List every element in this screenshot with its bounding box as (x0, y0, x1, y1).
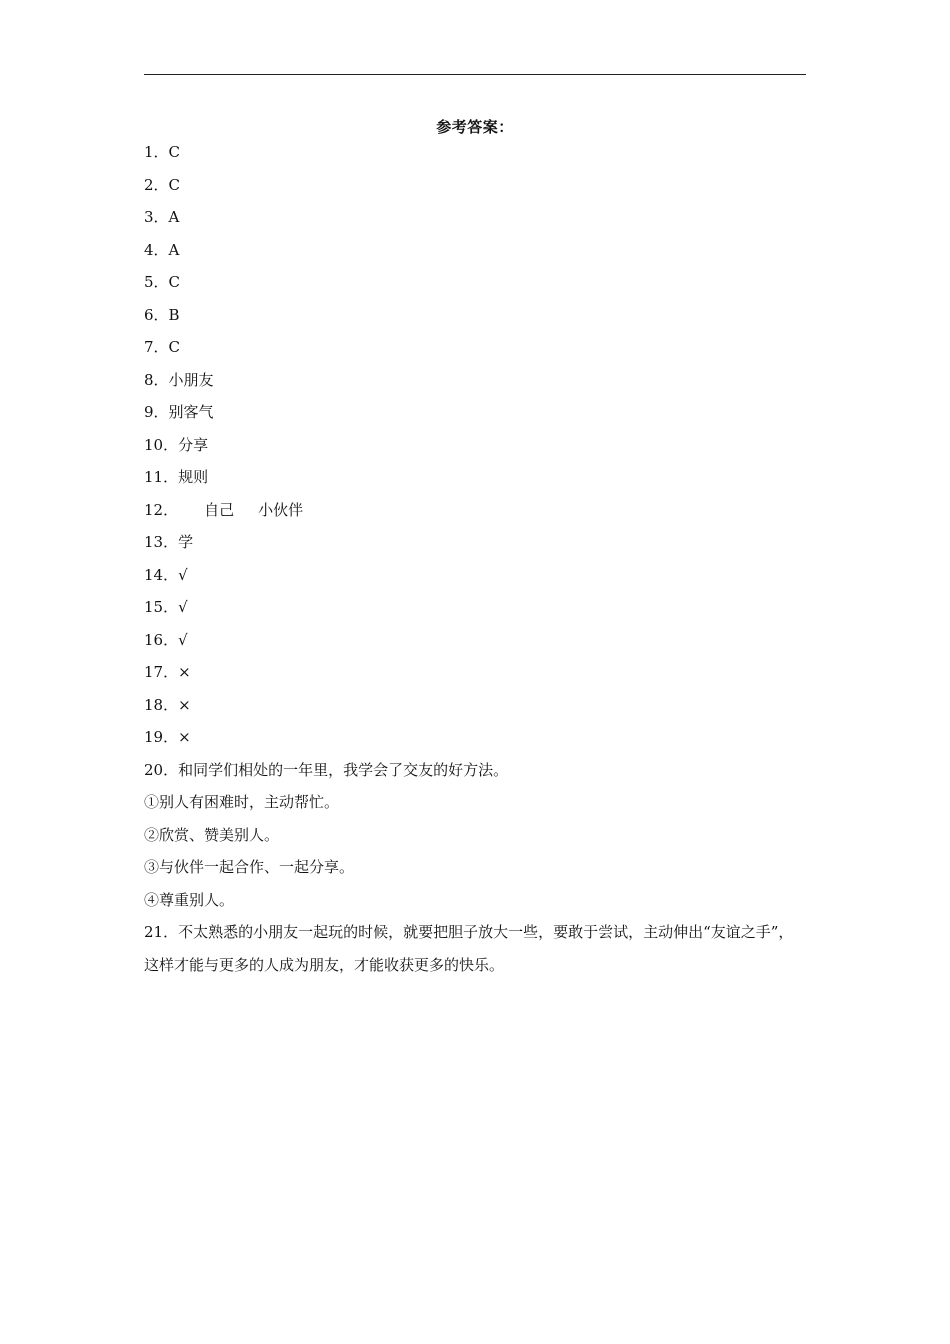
answer-20: 20．和同学们相处的一年里，我学会了交友的好方法。 (144, 760, 509, 779)
answer-16: 16．√ (144, 630, 188, 649)
answer-13: 13．学 (144, 533, 194, 551)
answer-4: 4．A (144, 240, 180, 259)
answer-14: 14．√ (144, 565, 188, 584)
answer-10: 10．分享 (144, 435, 209, 454)
answer-20-point-2: ②欣赏、赞美别人。 (144, 825, 280, 844)
answer-9: 9．别客气 (144, 403, 214, 421)
answer-3: 3．A (144, 208, 180, 226)
answer-17: 17．× (144, 663, 191, 681)
answer-5: 5．C (144, 273, 181, 291)
answer-6: 6．B (144, 305, 180, 324)
answer-12-number: 12． (144, 500, 179, 519)
answer-8: 8．小朋友 (144, 370, 214, 389)
answer-19: 19．× (144, 728, 191, 746)
answer-11: 11．规则 (144, 468, 209, 486)
answer-18: 18．× (144, 695, 191, 714)
header-rule (144, 74, 806, 75)
answer-20-point-3: ③与伙伴一起合作、一起分享。 (144, 858, 355, 876)
answer-20-point-4: ④尊重别人。 (144, 890, 235, 909)
answer-12-blank-1: 自己 (204, 500, 235, 519)
answer-21: 21．不太熟悉的小朋友一起玩的时候，就要把胆子放大一些，要敢于尝试，主动伸出“友谊之手”，这样才能与更多的人成为朋友，才能收获更多的快乐。 (144, 923, 794, 974)
answer-2: 2．C (144, 175, 181, 194)
answer-1: 1．C (144, 143, 181, 161)
answer-15: 15．√ (144, 598, 188, 616)
answer-20-point-1: ①别人有困难时，主动帮忙。 (144, 793, 340, 811)
answer-7: 7．C (144, 338, 181, 356)
answer-12-blank-2: 小伙伴 (258, 500, 304, 519)
answer-12 (144, 494, 808, 527)
page-title: 参考答案： (436, 118, 514, 136)
answer-list (144, 136, 808, 981)
